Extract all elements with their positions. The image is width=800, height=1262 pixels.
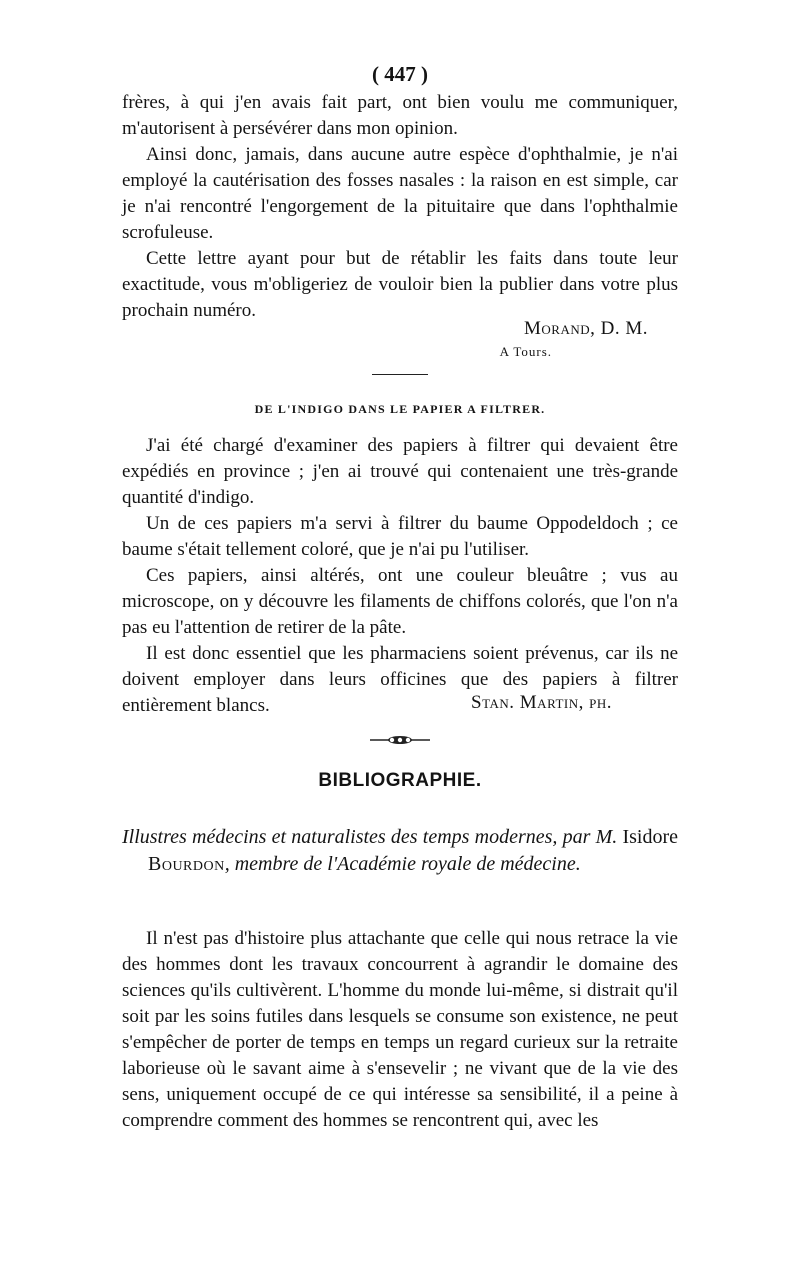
book-author-suffix: , membre de l'Académie royale de médecine. [224,853,581,875]
book-title: Illustres médecins et naturalistes des temps modernes, par [122,826,591,848]
letter-paragraph-2: Ainsi donc, jamais, dans aucune autre espèce d'ophthalmie, je n'ai employé la cautérisation des fosses nasales : la raison en est simple, car je n'ai rencontré l'engorgement de la pituitaire que dans l'ophthalmie scrofuleuse. [122,144,678,243]
article-body [122,433,678,719]
letter-paragraph-3: Cette lettre ayant pour but de rétablir les faits dans toute leur exactitude, vous m'obligeriez de vouloir bien la publier dans votre plus prochain numéro. [122,248,678,321]
bibliographie-heading: BIBLIOGRAPHIE. [318,770,482,791]
article-paragraph-4: Il est donc essentiel que les pharmaciens soient prévenus, car ils ne doivent employer dans leurs officines que des papiers à filtrer entièrement blancs. [122,643,678,716]
book-author-prefix: M. [595,826,618,848]
book-author-last: Bourdon [148,853,225,875]
book-reference [122,824,678,878]
article-paragraph-1: J'ai été chargé d'examiner des papiers à filtrer qui devaient être expédiés en province ; j'en ai trouvé qui contenaient une très-grande quantité d'indigo. [122,435,678,508]
article-signature: Stan. Martin, ph. [471,692,612,713]
letter-paragraph-1: frères, à qui j'en avais fait part, ont bien voulu me communiquer, m'autorisent à persévérer dans mon opinion. [122,92,678,139]
letter-body [122,90,678,324]
review-paragraph-1: Il n'est pas d'histoire plus attachante que celle qui nous retrace la vie des hommes dont les travaux concourrent à agrandir le domaine des sciences qu'ils cultivèrent. L'homme du monde lui-même, si distrait qu'il soit par les soins futiles dans lesquels se consume son existence, ne peut s'empêcher de porter de temps en temps un regard curieux sur la retraite laborieuse où le savant aime à s'ensevelir ; ne vivant que de la vie des sens, uniquement occupé de ce qui intéresse sa sensibilité, il a peine à comprendre comment des hommes se rencontrent qui, avec les [122,928,678,1131]
article-paragraph-2: Un de ces papiers m'a servi à filtrer du baume Oppodeldoch ; ce baume s'était tellement coloré, que je n'ai pu l'utiliser. [122,513,678,560]
article-title: DE L'INDIGO DANS LE PAPIER A FILTRER. [254,402,546,416]
page-number: ( 447 ) [372,62,428,86]
article-paragraph-3: Ces papiers, ainsi altérés, ont une couleur bleuâtre ; vus au microscope, on y découvre les filaments de chiffons colorés, que l'on n'a pas eu l'attention de retirer de la pâte. [122,565,678,638]
section-divider [372,374,428,375]
review-body [122,926,678,1134]
letter-signature-place: A Tours. [499,344,552,359]
letter-signature-name: Morand, D. M. [524,318,648,339]
book-author-first: Isidore [622,826,679,848]
ornament-divider-icon [370,734,430,746]
